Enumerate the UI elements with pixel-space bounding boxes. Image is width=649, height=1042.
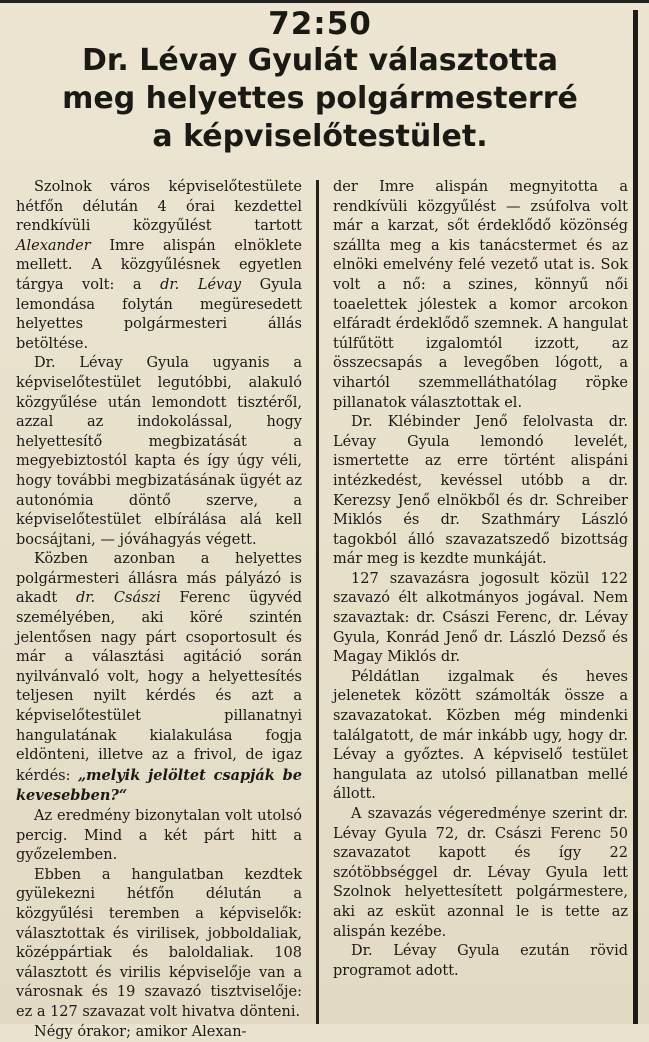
paragraph-5: Ebben a hangulatban kezdtek gyülekezni hétfőn délután a közgyűlési teremben a képviselők: választottak és virilisek, jobboldaliak, középpártiak és baloldaliak. 108 választott és virilis képviselője van a városnak és 19 szavazó tisztviselője: ez a 127 szavazat volt hivatva dönteni. xyxy=(16,866,302,1020)
paragraph-8: 127 szavazásra jogosult közül 122 szavazó élt alkotmányos jogával. Nem szavaztak: dr. Császi Ferenc, dr. Lévay Gyula, Konrád Jenő dr. László Dezső és Magay Miklós dr. xyxy=(333,570,628,666)
paragraph-11: Dr. Lévay Gyula ezután rövid programot adott. xyxy=(333,943,628,979)
paragraph-6: Négy órakor; amikor Alexan- xyxy=(34,1023,247,1040)
article-column-left xyxy=(16,178,302,1042)
paragraph-9: Példátlan izgalmak és heves jelenetek között számolták össze a szavazatokat. Közben még mindenki találgatott, de már inkább ugy, hogy dr. Lévay a győztes. A képviselő testület hangulata az utolsó pillanatban mellé állott. xyxy=(333,668,628,803)
paragraph-2: Dr. Lévay Gyula ugyanis a képviselőtestület legutóbbi, alakuló közgyűlése után lemondott tisztéről, azzal az indokolással, hogy helyettesítő megbizatását a megyebiztostól kapta és így úgy véli, hogy további megbizatásának ügyét az autonómia döntő szerve, a képviselőtestület elbírálása alá kell bocsájtani, — jóváhagyás végett. xyxy=(16,355,302,548)
right-column-rule xyxy=(633,10,638,1024)
paragraph-4: Az eredmény bizonytalan volt utolsó percig. Mind a két párt hitt a győzelemben. xyxy=(16,808,302,864)
headline-line-2: meg helyettes polgármesterré xyxy=(62,81,578,116)
headline-line-1: Dr. Lévay Gyulát választotta xyxy=(82,43,558,78)
paragraph-6-continued: der Imre alispán megnyitotta a rendkívüli közgyűlést — zsúfolva volt már a karzat, sőt érdeklődő közönség szállta meg a kis tanácstermet és az elnöki emelvény felé vezető utat is. Sok volt a nő: a szines, könnyű női toaelettek jólestek a komor arcokon elfáradt érdeklődő szemnek. A hangulat túlfűtött izgalomtól izzott, az összecsapás a levegőben lógott, a vihartól szemmelláthatólag röpke pillanatok választottak el. xyxy=(333,179,628,411)
paragraph-3: Közben azonban a helyettes polgármesteri állásra más pályázó is akadt dr. Császi Ferenc ügyvéd személyében, aki köré szintén jelentősen nagy párt csoportosult és már a választási agitáció során nyilvánvaló volt, hogy a helyettesítés teljesen nyilt kérdés és azt a képviselőtestület pillanatnyi hangulatának kialakulása fogja eldönteni, illetve az a frivol, de igaz kérdés: „melyik jelöltet csapják be kevesebben?“ xyxy=(16,551,302,805)
paragraph-7: Dr. Klébinder Jenő felolvasta dr. Lévay Gyula lemondó levelét, ismertette az erre történt alispáni intézkedést, kevéssel utóbb a dr. Kerezsy Jenő elnökből és dr. Schreiber Miklós és dr. Szathmáry László tagokból álló szavazatszedő bizottság már meg is kezdte munkáját. xyxy=(333,414,628,568)
paragraph-10: A szavazás végeredménye szerint dr. Lévay Gyula 72, dr. Császi Ferenc 50 szavazatot kapott és így 22 szótöbbséggel dr. Lévay Gyula lett Szolnok helyettesített polgármestere, aki az esküt azonnal le is tette az alispán kezébe. xyxy=(333,806,628,940)
paragraph-1: Szolnok város képviselőtestülete hétfőn délután 4 órai kezdettel rendkívüli közgyűlést tartott Alexander Imre alispán elnöklete mellett. A közgyűlésnek egyetlen tárgya volt: a dr. Lévay Gyula lemondása folytán megüresedett helyettes polgármesteri állás betöltése. xyxy=(16,179,303,352)
vote-score: 72:50 xyxy=(268,6,372,42)
headline-line-3: a képviselőtestület. xyxy=(152,119,488,154)
article-column-right xyxy=(333,178,628,981)
headline-block xyxy=(0,6,640,156)
column-divider xyxy=(316,180,319,1024)
top-rule xyxy=(0,0,649,3)
